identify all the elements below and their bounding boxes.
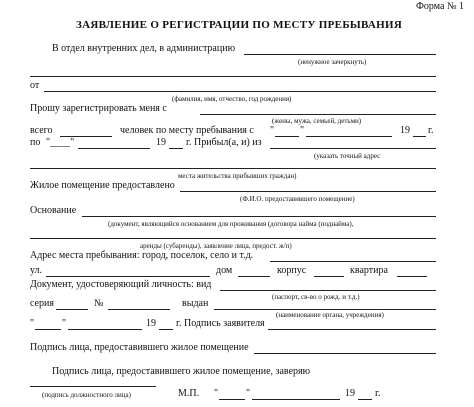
dept-field[interactable] xyxy=(244,54,436,55)
hint-family: (жены, мужа, семьей, детьми) xyxy=(272,117,362,125)
housing-label: Жилое помещение предоставлено xyxy=(30,180,175,191)
year-prefix-2: 19 xyxy=(156,137,166,148)
quote-open-3: " xyxy=(30,318,35,329)
address-label: Адрес места пребывания: город, поселок, село и т.д. xyxy=(30,250,254,261)
official-signature-field[interactable] xyxy=(30,386,156,387)
street-label: ул. xyxy=(30,265,43,276)
month-field-2[interactable] xyxy=(78,148,150,149)
house-label: дом xyxy=(216,265,233,276)
basis-field[interactable] xyxy=(82,216,436,217)
request-label: Прошу зарегистрировать меня с xyxy=(30,103,167,114)
apartment-label: квартира xyxy=(350,265,388,276)
hint-residence: места жительства прибывших граждан) xyxy=(178,172,297,180)
street-field[interactable] xyxy=(46,276,210,277)
provider-signature-label: Подпись лица, предоставившего жилое помещение xyxy=(30,342,249,353)
persons-label: человек по месту пребывания с xyxy=(120,125,254,136)
id-doc-field[interactable] xyxy=(220,290,436,291)
basis-label: Основание xyxy=(30,205,77,216)
hint-passport: (паспорт, св-во о рожд. и т.д.) xyxy=(272,293,360,301)
address-field[interactable] xyxy=(270,261,436,262)
building-label: корпус xyxy=(277,265,307,276)
building-field[interactable] xyxy=(314,276,344,277)
month-field-1[interactable] xyxy=(306,136,392,137)
housing-field[interactable] xyxy=(180,191,436,192)
year-suffix-1: г. xyxy=(428,125,434,136)
quote-close-3: " xyxy=(62,318,67,329)
quote-close-4: " xyxy=(246,388,251,399)
hint-org: (наименование органа, учреждения) xyxy=(276,311,384,319)
day-field-3[interactable] xyxy=(35,329,61,330)
number-field[interactable] xyxy=(108,309,170,310)
year-field-2[interactable] xyxy=(169,148,183,149)
from-field[interactable] xyxy=(44,91,436,92)
issued-field[interactable] xyxy=(214,309,436,310)
arrived-label: г. Прибыл(а, и) из xyxy=(186,137,262,148)
year-prefix-3: 19 xyxy=(146,318,156,329)
blank-line-2[interactable] xyxy=(30,168,436,169)
provider-signature-field[interactable] xyxy=(254,353,436,354)
total-label: всего xyxy=(30,125,53,136)
stamp-label: М.П. xyxy=(178,388,200,399)
month-field-4[interactable] xyxy=(252,399,340,400)
blank-line-1[interactable] xyxy=(30,76,436,77)
hint-unneeded: (ненужное зачеркнуть) xyxy=(298,58,367,66)
number-label: № xyxy=(94,298,104,309)
quote-open-4: " xyxy=(214,388,219,399)
hint-lease: аренды (субаренды), заявление лица, предост. ж/п) xyxy=(140,242,292,250)
series-field[interactable] xyxy=(56,309,88,310)
apartment-field[interactable] xyxy=(397,276,427,277)
po-label: по xyxy=(30,137,41,148)
year-suffix-4: г. xyxy=(375,388,381,399)
year-field-1[interactable] xyxy=(413,136,426,137)
request-field[interactable] xyxy=(200,114,436,115)
year-prefix-4: 19 xyxy=(345,388,355,399)
applicant-signature-field[interactable] xyxy=(268,329,436,330)
to-dept-label: В отдел внутренних дел, в администрацию xyxy=(52,43,236,54)
year-field-4[interactable] xyxy=(358,399,372,400)
quote-open-1: " xyxy=(270,125,275,136)
month-field-3[interactable] xyxy=(68,329,142,330)
house-field[interactable] xyxy=(238,276,270,277)
certify-label: Подпись лица, предоставившего жилое помещение, заверяю xyxy=(52,366,311,377)
hint-official: (подпись должностного лица) xyxy=(42,391,131,399)
series-label: серия xyxy=(30,298,54,309)
from-label: от xyxy=(30,80,40,91)
hint-address: (указать точный адрес xyxy=(314,152,381,160)
day-field-1[interactable] xyxy=(275,136,299,137)
hint-fio: (фамилия, имя, отчество, год рождения) xyxy=(172,95,292,103)
form-number: Форма № 1 xyxy=(416,1,464,12)
blank-line-3[interactable] xyxy=(30,238,436,239)
applicant-signature-label: г. Подпись заявителя xyxy=(176,318,265,329)
id-doc-label: Документ, удостоверяющий личность: вид xyxy=(30,279,212,290)
hint-basis: (документ, являющийся основанием для проживания (договора найма (поднайма), xyxy=(108,220,354,228)
form-title: ЗАЯВЛЕНИЕ О РЕГИСТРАЦИИ ПО МЕСТУ ПРЕБЫВАНИЯ xyxy=(76,19,403,31)
day-field-2[interactable]: "____" xyxy=(46,137,75,148)
issued-label: выдан xyxy=(182,298,209,309)
arrived-field[interactable] xyxy=(270,148,436,149)
quote-close-1: " xyxy=(300,125,305,136)
day-field-4[interactable] xyxy=(219,399,245,400)
hint-provider: (Ф.И.О. предоставившего помещение) xyxy=(240,195,355,203)
year-field-3[interactable] xyxy=(159,329,173,330)
year-prefix-1: 19 xyxy=(400,125,410,136)
